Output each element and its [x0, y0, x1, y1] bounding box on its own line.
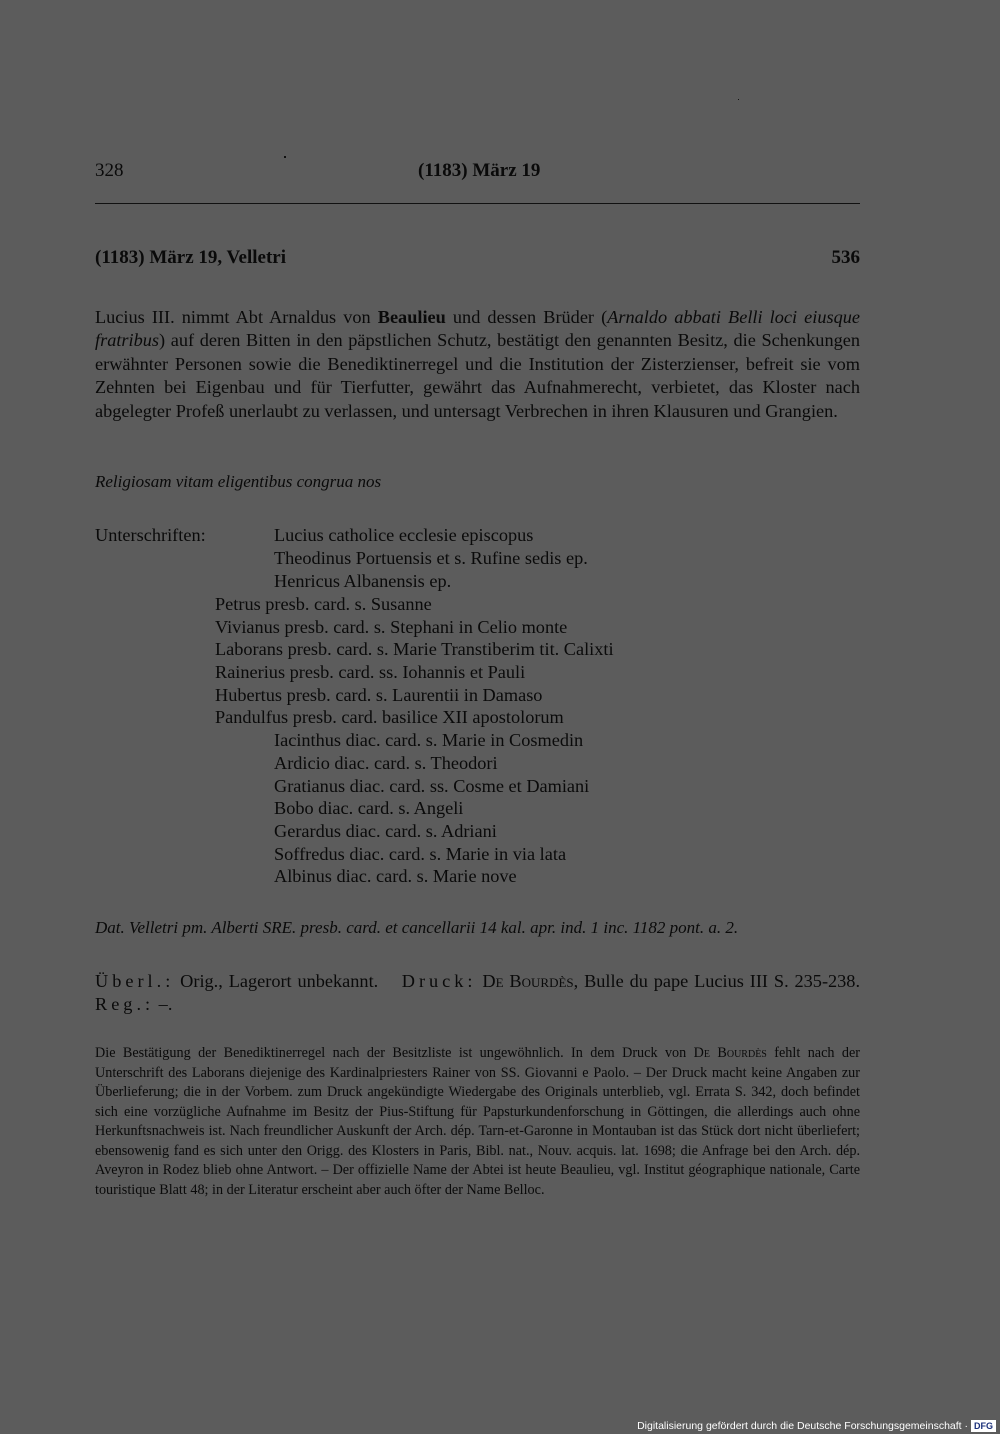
signature-line: Theodinus Portuensis et s. Rufine sedis ep. [274, 548, 588, 568]
header-rule [95, 203, 860, 204]
signature-line: Ardicio diac. card. s. Theodori [274, 753, 498, 773]
page-number: 328 [95, 160, 124, 181]
signature-line: Laborans presb. card. s. Marie Transtiberim tit. Calixti [215, 639, 614, 659]
signature-line: Bobo diac. card. s. Angeli [274, 798, 464, 818]
signature-line: Soffredus diac. card. s. Marie in via lata [274, 844, 567, 864]
incipit: Religiosam vitam eligentibus congrua nos [95, 472, 382, 491]
dfg-logo-icon: DFG [971, 1420, 996, 1432]
commentary-note: Die Bestätigung der Benediktinerregel nach der Besitzliste ist ungewöhnlich. In dem Druck von De Bourdès fehlt nach der Unterschrift des Laborans diejenige des Kardinalpriesters Rainer von SS. Giovanni e Paolo. – Der Druck macht keine Angaben zur Überlieferung; die in der Vorbem. zum Druck angekündigte Wiedergabe des Originals unterblieb, vgl. Errata S. 342, doch befindet sich eine vorzügliche Aufnahme im Besitz der Pius-Stiftung für Papsturkundenforschung in Göttingen, die allerdings auch ohne Herkunftsnachweis ist. Nach freundlicher Auskunft der Arch. dép. Tarn-et-Garonne in Montauban ist das Stück dort nicht überliefert; ebensowenig fand es sich unter den Origg. des Klosters in Paris, Bibl. nat., Nouv. acquis. lat. 1698; die Anfrage bei den Arch. dép. Aveyron in Rodez blieb ohne Antwort. – Der offizielle Name der Abtei ist heute Beaulieu, vgl. Institut géographique nationale, Carte touristique Blatt 48; in der Literatur erscheint aber auch öfter der Name Belloc. [95, 1045, 860, 1198]
signature-line: Petrus presb. card. s. Susanne [215, 594, 432, 614]
dfg-footer [637, 1419, 996, 1433]
signature-line: Lucius catholice ecclesie episcopus [274, 525, 534, 545]
signature-line: Gratianus diac. card. ss. Cosme et Damiani [274, 776, 590, 796]
transmission-info: Überl.: Orig., Lagerort unbekannt. Druck: De Bourdès, Bulle du pape Lucius III S. 235-238. Reg.: –. [95, 971, 861, 1015]
dating-clause: Dat. Velletri pm. Alberti SRE. presb. card. et cancellarii 14 kal. apr. ind. 1 inc. 1182 pont. a. 2. [95, 918, 739, 937]
signature-line: Gerardus diac. card. s. Adriani [274, 821, 497, 841]
running-title: (1183) März 19 [418, 160, 541, 181]
signature-line: Rainerius presb. card. ss. Iohannis et Pauli [215, 662, 526, 682]
regest-summary: Lucius III. nimmt Abt Arnaldus von Beaulieu und dessen Brüder (Arnaldo abbati Belli loci eiusque fratribus) auf deren Bitten in den päpstlichen Schutz, bestätigt den genannten Besitz, die Schenkungen erwähnter Personen sowie die Benediktinerregel und die Institution der Zisterzienser, befreit sie vom Zehnten bei Eigenbau und für Tierfutter, gewährt das Aufnahmerecht, verbietet, das Kloster nach abgelegter Profeß unerlaubt zu verlassen, und untersagt Verbrechen in ihren Klausuren und Grangien. [95, 307, 860, 421]
signature-line: Pandulfus presb. card. basilice XII apostolorum [215, 707, 564, 727]
scan-speck [284, 156, 286, 158]
signature-line: Vivianus presb. card. s. Stephani in Celio monte [215, 617, 568, 637]
signature-line: Albinus diac. card. s. Marie nove [274, 866, 517, 886]
signature-line: Hubertus presb. card. s. Laurentii in Damaso [215, 685, 543, 705]
signature-line: Henricus Albanensis ep. [274, 571, 452, 591]
document-title: (1183) März 19, Velletri [95, 247, 287, 268]
document-number: 536 [831, 247, 860, 268]
scan-speck [738, 99, 739, 100]
signature-line: Iacinthus diac. card. s. Marie in Cosmedin [274, 730, 584, 750]
footer-text: Digitalisierung gefördert durch die Deutsche Forschungsgemeinschaft · [637, 1420, 968, 1432]
signatures-label: Unterschriften: [95, 525, 206, 545]
